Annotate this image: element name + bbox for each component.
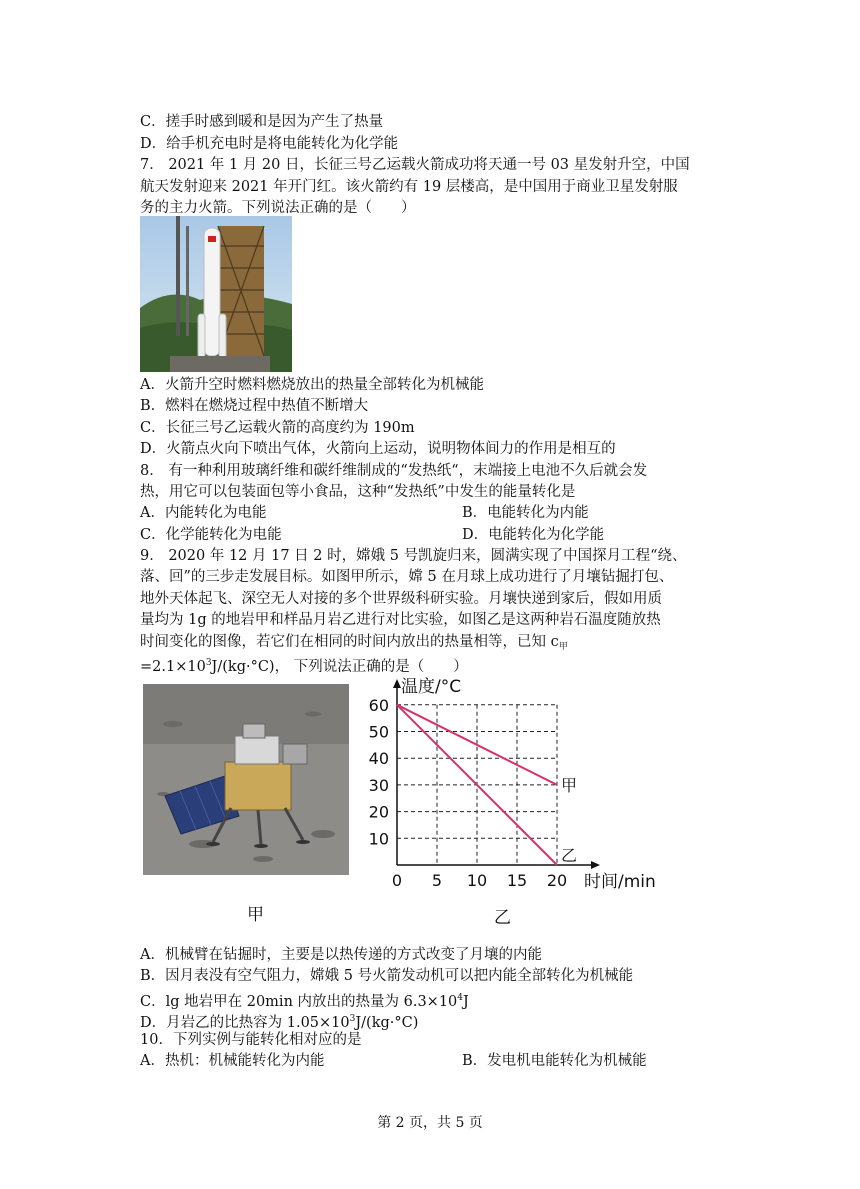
q9-stem-line-2: 落、回”的三步走发展目标。如图甲所示，嫦 5 在月球上成功进行了月壤钻掘打包、 [140,569,674,585]
q9-stem-line-6-value: =2.1×10 [140,658,206,675]
q6-option-c: C．搓手时感到暖和是因为产生了热量 [140,114,384,130]
x-tick-label: 0 [391,871,403,890]
q8-option-b: B．电能转化为内能 [462,505,589,521]
y-tick-label: 30 [368,775,389,795]
caption-photo-jia: 甲 [247,905,264,925]
q8-option-d: D．电能转化为化学能 [462,527,605,543]
q9-option-c-exponent: 4 [457,993,464,1003]
page-footer: 第 2 页，共 5 页 [377,1115,483,1131]
q7-option-d: D．火箭点火向下喷出气体，火箭向上运动，说明物体间力的作用是相互的 [140,441,616,457]
series-line-jia [397,705,557,785]
x-tick-label: 15 [506,871,528,890]
y-tick-label: 60 [368,695,389,715]
q7-option-b: B．燃料在燃烧过程中热值不断增大 [140,398,369,414]
q8-stem-line-1: 8． 有一种利用玻璃纤维和碳纤维制成的“发热纸“，末端接上电池不久后就会发 [140,463,648,479]
q10-option-a: A．热机：机械能转化为内能 [140,1053,325,1069]
series-label: 甲 [561,775,578,795]
specific-heat-subscript: 甲 [558,642,568,652]
q9-stem-line-3: 地外天体起飞、深空无人对接的多个世界级科研实验。月壤快递到家后，假如用质 [140,591,662,607]
q9-option-d-exponent: 3 [349,1014,356,1024]
q9-option-c-text: C．lg 地岩甲在 20min 内放出的热量为 6.3×10 [140,993,458,1010]
x-tick-label: 10 [466,871,488,890]
q10-stem: 10．下列实例与能转化相对应的是 [140,1032,362,1048]
q7-stem-line-3: 务的主力火箭。下列说法正确的是（ ） [140,200,416,216]
y-axis-label: 温度/°C [401,677,462,697]
caption-chart-yi: 乙 [494,908,511,928]
q9-stem-line-5 [140,632,568,654]
q9-stem-line-4: 量均为 1g 的地岩甲和样品月岩乙进行对比实验，如图乙是这两种岩石温度随放热 [140,612,661,628]
q9-option-a: A．机械臂在钻掘时，主要是以热传递的方式改变了月壤的内能 [140,947,542,963]
q9-stem-line-5-text: 时间变化的图像，若它们在相同的时间内放出的热量相等，已知 c [140,634,559,650]
q7-stem-line-1: 7． 2021 年 1 月 20 日，长征三号乙运载火箭成功将天通一号 03 星发射升空，中国 [140,157,690,173]
q9-stem-line-6-text: J/(kg·°C)， 下列说法正确的是（ ） [211,658,468,675]
y-tick-label: 10 [368,829,389,849]
q9-option-d-unit: J/(kg·°C) [355,1014,419,1031]
x-tick-label: 20 [546,871,568,890]
x-tick-label: 5 [431,871,443,890]
lunar-lander-photo [143,684,349,875]
x-axis-arrow [591,861,600,869]
x-axis-label: 时间/min [584,872,656,892]
y-axis-arrow [393,679,401,688]
q9-option-b: B．因月表没有空气阻力，嫦娥 5 号火箭发动机可以把内能全部转化为机械能 [140,968,634,984]
chart-axes [393,679,600,869]
q8-option-c: C．化学能转化为电能 [140,527,282,543]
q7-stem-line-2: 航天发射迎来 2021 年开门红。该火箭约有 19 层楼高，是中国用于商业卫星发射服 [140,179,678,195]
q7-option-a: A．火箭升空时燃料燃烧放出的热量全部转化为机械能 [140,377,484,393]
q9-option-d-text: D．月岩乙的比热容为 1.05×10 [140,1014,350,1031]
q8-option-a: A．内能转化为电能 [140,505,267,521]
series-label: 乙 [561,846,578,865]
q6-option-d: D．给手机充电时是将电能转化为化学能 [140,136,399,152]
y-tick-label: 50 [368,722,389,742]
q9-stem-line-6-exponent: 3 [205,658,212,668]
q7-option-c: C．长征三号乙运载火箭的高度约为 190m [140,420,415,436]
y-tick-label: 40 [368,749,389,769]
q9-stem-line-1: 9． 2020 年 12 月 17 日 2 时，嫦娥 5 号凯旋归来，圆满实现了中国探月工程“绕、 [140,548,687,564]
rocket-launch-photo [140,216,292,372]
q9-option-c-unit: J [463,993,469,1010]
y-tick-label: 20 [368,802,389,822]
q8-stem-line-2: 热，用它可以包装面包等小食品，这种“发热纸”中发生的能量转化是 [140,484,576,500]
q10-option-b: B．发电机电能转化为机械能 [462,1053,647,1069]
temperature-time-chart [362,674,662,894]
